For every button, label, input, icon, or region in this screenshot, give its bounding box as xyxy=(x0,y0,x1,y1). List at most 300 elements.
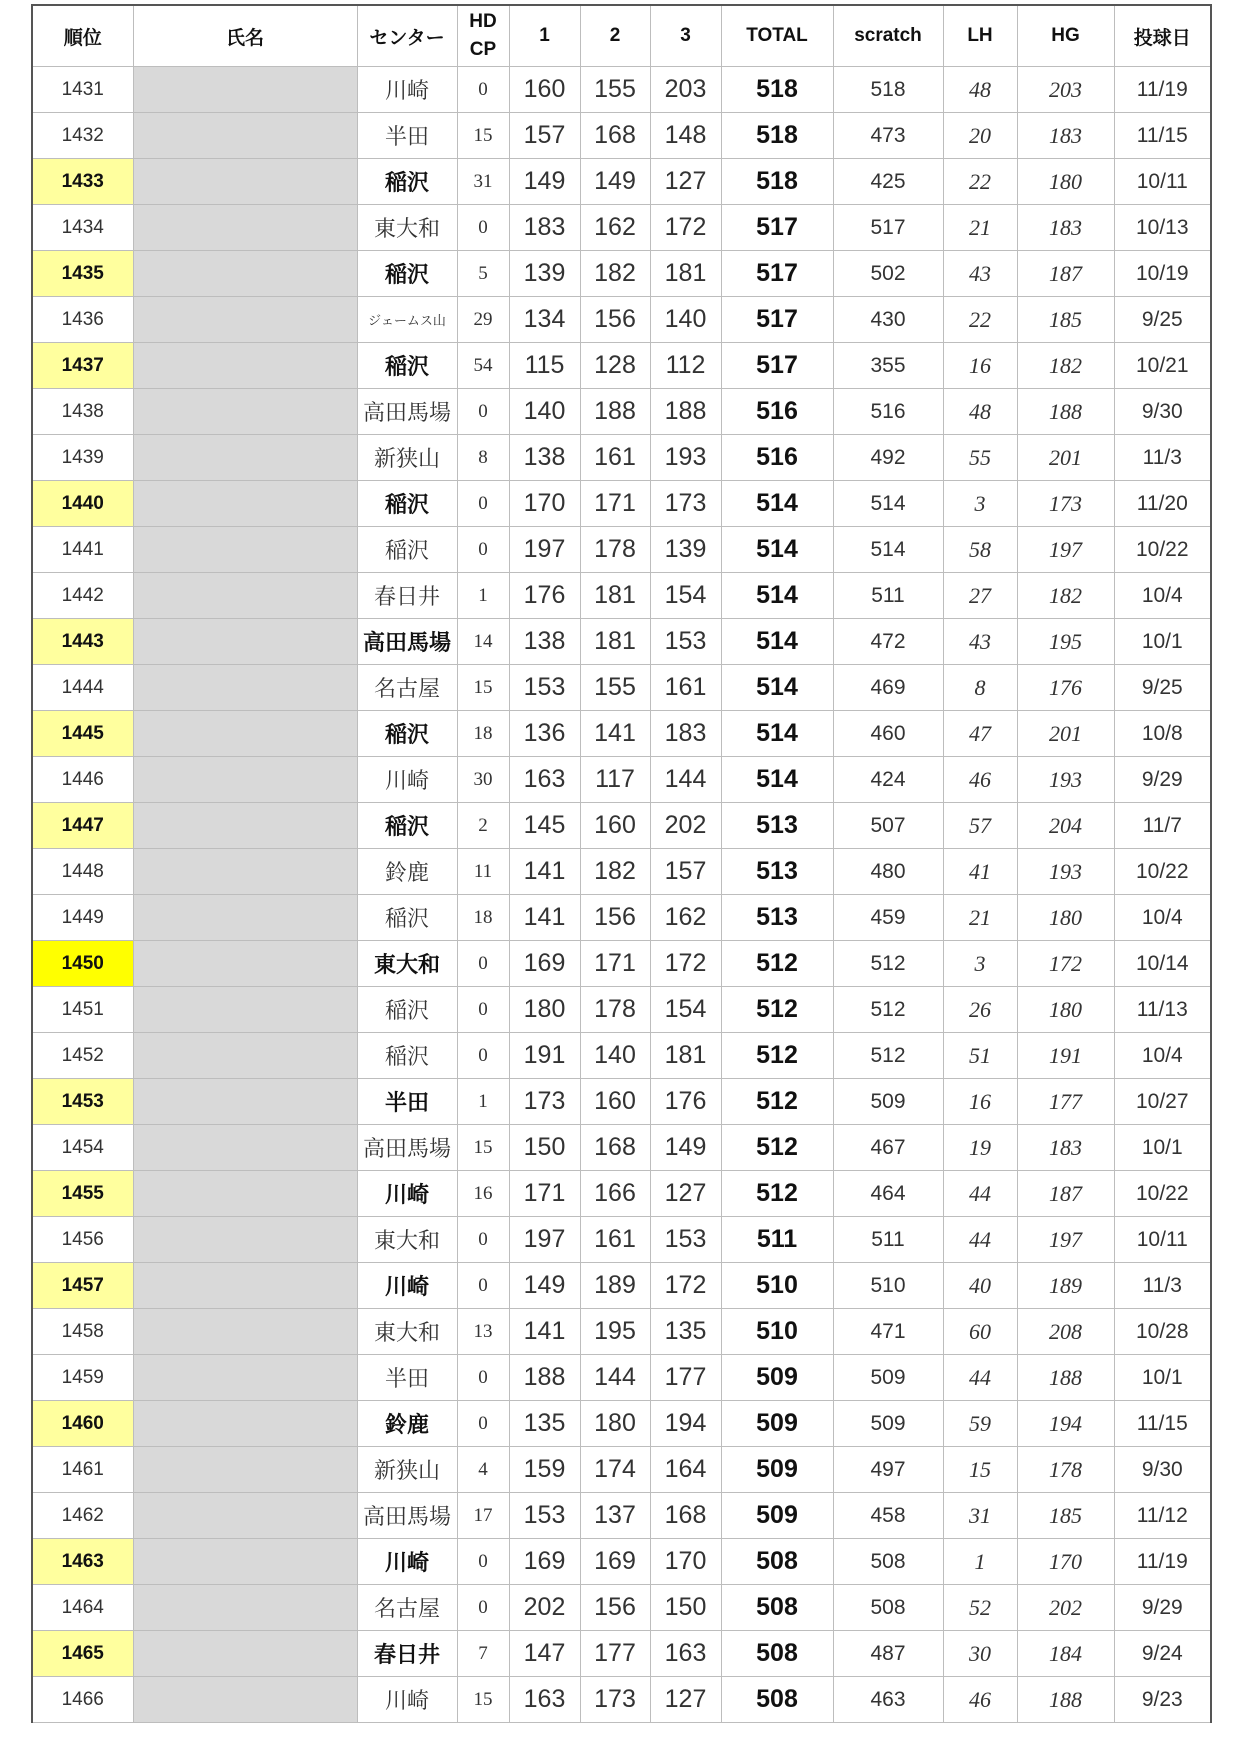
total-cell: 514 xyxy=(721,665,833,711)
date-cell: 10/4 xyxy=(1114,1033,1211,1079)
table-header xyxy=(32,5,1211,67)
game-1-cell: 138 xyxy=(509,619,580,665)
game-3-cell: 162 xyxy=(650,895,721,941)
hg-cell: 177 xyxy=(1017,1079,1114,1125)
total-cell: 509 xyxy=(721,1447,833,1493)
scratch-cell: 463 xyxy=(833,1677,943,1723)
lh-cell: 20 xyxy=(943,113,1017,159)
center-cell: 東大和 xyxy=(357,1217,457,1263)
table-row xyxy=(32,1309,1211,1355)
rank-cell: 1441 xyxy=(32,527,133,573)
center-cell: 名古屋 xyxy=(357,1585,457,1631)
game-2-cell: 162 xyxy=(580,205,650,251)
rank-cell: 1454 xyxy=(32,1125,133,1171)
rank-cell: 1449 xyxy=(32,895,133,941)
table-row xyxy=(32,389,1211,435)
date-cell: 9/29 xyxy=(1114,757,1211,803)
hdcp-cell: 29 xyxy=(457,297,509,343)
date-cell: 10/4 xyxy=(1114,895,1211,941)
table-row xyxy=(32,1631,1211,1677)
rank-cell: 1451 xyxy=(32,987,133,1033)
rank-cell: 1463 xyxy=(32,1539,133,1585)
scratch-cell: 508 xyxy=(833,1585,943,1631)
total-cell: 517 xyxy=(721,297,833,343)
hdcp-cell: 0 xyxy=(457,1355,509,1401)
game-1-cell: 176 xyxy=(509,573,580,619)
game-1-cell: 145 xyxy=(509,803,580,849)
lh-cell: 21 xyxy=(943,895,1017,941)
table-row xyxy=(32,1033,1211,1079)
game-1-cell: 139 xyxy=(509,251,580,297)
game-1-cell: 163 xyxy=(509,1677,580,1723)
game-3-cell: 161 xyxy=(650,665,721,711)
hdcp-cell: 11 xyxy=(457,849,509,895)
game-3-cell: 181 xyxy=(650,251,721,297)
game-2-cell: 156 xyxy=(580,1585,650,1631)
game-2-cell: 128 xyxy=(580,343,650,389)
hg-cell: 195 xyxy=(1017,619,1114,665)
rank-cell: 1442 xyxy=(32,573,133,619)
hdcp-cell: 0 xyxy=(457,987,509,1033)
game-3-cell: 144 xyxy=(650,757,721,803)
center-cell: 鈴鹿 xyxy=(357,849,457,895)
rank-cell: 1461 xyxy=(32,1447,133,1493)
game-2-cell: 178 xyxy=(580,527,650,573)
game-3-cell: 153 xyxy=(650,1217,721,1263)
table-row xyxy=(32,435,1211,481)
hdcp-cell: 0 xyxy=(457,1539,509,1585)
game-1-cell: 191 xyxy=(509,1033,580,1079)
lh-cell: 22 xyxy=(943,297,1017,343)
center-cell: 高田馬場 xyxy=(357,1125,457,1171)
date-cell: 11/19 xyxy=(1114,1539,1211,1585)
game-3-cell: 153 xyxy=(650,619,721,665)
scratch-cell: 425 xyxy=(833,159,943,205)
name-cell xyxy=(133,987,357,1033)
name-cell xyxy=(133,1355,357,1401)
game-1-cell: 149 xyxy=(509,1263,580,1309)
game-3-cell: 127 xyxy=(650,1171,721,1217)
game-3-cell: 170 xyxy=(650,1539,721,1585)
total-cell: 514 xyxy=(721,573,833,619)
header-game-2: 2 xyxy=(580,5,650,67)
hg-cell: 191 xyxy=(1017,1033,1114,1079)
game-2-cell: 166 xyxy=(580,1171,650,1217)
table-row xyxy=(32,1447,1211,1493)
header-scratch: scratch xyxy=(833,5,943,67)
date-cell: 10/19 xyxy=(1114,251,1211,297)
game-1-cell: 141 xyxy=(509,1309,580,1355)
game-1-cell: 140 xyxy=(509,389,580,435)
scratch-cell: 509 xyxy=(833,1079,943,1125)
name-cell xyxy=(133,205,357,251)
game-2-cell: 188 xyxy=(580,389,650,435)
table-row xyxy=(32,1355,1211,1401)
hg-cell: 189 xyxy=(1017,1263,1114,1309)
game-2-cell: 137 xyxy=(580,1493,650,1539)
table-row xyxy=(32,67,1211,113)
game-1-cell: 183 xyxy=(509,205,580,251)
scratch-cell: 511 xyxy=(833,1217,943,1263)
scratch-cell: 510 xyxy=(833,1263,943,1309)
total-cell: 509 xyxy=(721,1355,833,1401)
scratch-cell: 467 xyxy=(833,1125,943,1171)
center-cell: 川崎 xyxy=(357,757,457,803)
hg-cell: 203 xyxy=(1017,67,1114,113)
rank-cell: 1446 xyxy=(32,757,133,803)
hg-cell: 188 xyxy=(1017,389,1114,435)
name-cell xyxy=(133,1217,357,1263)
game-1-cell: 169 xyxy=(509,941,580,987)
scratch-cell: 509 xyxy=(833,1401,943,1447)
total-cell: 514 xyxy=(721,711,833,757)
game-3-cell: 193 xyxy=(650,435,721,481)
rank-cell: 1452 xyxy=(32,1033,133,1079)
game-2-cell: 173 xyxy=(580,1677,650,1723)
lh-cell: 44 xyxy=(943,1355,1017,1401)
table-row xyxy=(32,251,1211,297)
rank-cell: 1458 xyxy=(32,1309,133,1355)
name-cell xyxy=(133,1079,357,1125)
scratch-cell: 480 xyxy=(833,849,943,895)
center-cell: 新狭山 xyxy=(357,435,457,481)
hg-cell: 176 xyxy=(1017,665,1114,711)
table-row xyxy=(32,757,1211,803)
hdcp-cell: 30 xyxy=(457,757,509,803)
hdcp-cell: 0 xyxy=(457,1263,509,1309)
rank-cell: 1455 xyxy=(32,1171,133,1217)
hdcp-cell: 0 xyxy=(457,1401,509,1447)
hdcp-cell: 15 xyxy=(457,1125,509,1171)
game-3-cell: 181 xyxy=(650,1033,721,1079)
rank-cell: 1450 xyxy=(32,941,133,987)
scratch-cell: 507 xyxy=(833,803,943,849)
game-3-cell: 194 xyxy=(650,1401,721,1447)
name-cell xyxy=(133,297,357,343)
center-cell: 春日井 xyxy=(357,1631,457,1677)
table-row xyxy=(32,1585,1211,1631)
scratch-cell: 518 xyxy=(833,67,943,113)
total-cell: 517 xyxy=(721,251,833,297)
table-row xyxy=(32,297,1211,343)
hg-cell: 208 xyxy=(1017,1309,1114,1355)
date-cell: 9/30 xyxy=(1114,1447,1211,1493)
lh-cell: 16 xyxy=(943,343,1017,389)
lh-cell: 58 xyxy=(943,527,1017,573)
table-row xyxy=(32,1401,1211,1447)
center-cell: 川崎 xyxy=(357,67,457,113)
game-2-cell: 140 xyxy=(580,1033,650,1079)
ranking-table xyxy=(31,4,1212,1723)
lh-cell: 48 xyxy=(943,67,1017,113)
rank-cell: 1444 xyxy=(32,665,133,711)
total-cell: 510 xyxy=(721,1309,833,1355)
scratch-cell: 514 xyxy=(833,481,943,527)
date-cell: 10/4 xyxy=(1114,573,1211,619)
hdcp-cell: 0 xyxy=(457,389,509,435)
table-row xyxy=(32,803,1211,849)
game-2-cell: 178 xyxy=(580,987,650,1033)
game-2-cell: 181 xyxy=(580,619,650,665)
rank-cell: 1435 xyxy=(32,251,133,297)
scratch-cell: 508 xyxy=(833,1539,943,1585)
game-1-cell: 136 xyxy=(509,711,580,757)
scratch-cell: 487 xyxy=(833,1631,943,1677)
hg-cell: 180 xyxy=(1017,895,1114,941)
lh-cell: 59 xyxy=(943,1401,1017,1447)
total-cell: 513 xyxy=(721,803,833,849)
scratch-cell: 472 xyxy=(833,619,943,665)
hdcp-cell: 0 xyxy=(457,67,509,113)
name-cell xyxy=(133,159,357,205)
rank-cell: 1439 xyxy=(32,435,133,481)
game-1-cell: 141 xyxy=(509,849,580,895)
rank-cell: 1459 xyxy=(32,1355,133,1401)
lh-cell: 51 xyxy=(943,1033,1017,1079)
name-cell xyxy=(133,849,357,895)
name-cell xyxy=(133,1447,357,1493)
game-3-cell: 163 xyxy=(650,1631,721,1677)
game-3-cell: 176 xyxy=(650,1079,721,1125)
scratch-cell: 512 xyxy=(833,1033,943,1079)
rank-cell: 1436 xyxy=(32,297,133,343)
scratch-cell: 458 xyxy=(833,1493,943,1539)
lh-cell: 41 xyxy=(943,849,1017,895)
table-row xyxy=(32,527,1211,573)
name-cell xyxy=(133,711,357,757)
total-cell: 508 xyxy=(721,1677,833,1723)
hdcp-cell: 13 xyxy=(457,1309,509,1355)
game-2-cell: 160 xyxy=(580,803,650,849)
date-cell: 10/1 xyxy=(1114,1125,1211,1171)
hg-cell: 180 xyxy=(1017,159,1114,205)
center-cell: 高田馬場 xyxy=(357,389,457,435)
hg-cell: 202 xyxy=(1017,1585,1114,1631)
date-cell: 10/11 xyxy=(1114,1217,1211,1263)
date-cell: 11/7 xyxy=(1114,803,1211,849)
name-cell xyxy=(133,527,357,573)
total-cell: 518 xyxy=(721,67,833,113)
center-cell: 川崎 xyxy=(357,1263,457,1309)
game-1-cell: 141 xyxy=(509,895,580,941)
total-cell: 509 xyxy=(721,1493,833,1539)
center-cell: 稲沢 xyxy=(357,803,457,849)
name-cell xyxy=(133,1539,357,1585)
game-1-cell: 197 xyxy=(509,527,580,573)
lh-cell: 3 xyxy=(943,481,1017,527)
table-row xyxy=(32,711,1211,757)
scratch-cell: 473 xyxy=(833,113,943,159)
center-cell: 東大和 xyxy=(357,205,457,251)
name-cell xyxy=(133,1401,357,1447)
table-row xyxy=(32,205,1211,251)
scratch-cell: 464 xyxy=(833,1171,943,1217)
game-2-cell: 156 xyxy=(580,297,650,343)
name-cell xyxy=(133,1033,357,1079)
total-cell: 508 xyxy=(721,1585,833,1631)
center-cell: ジェームス山 xyxy=(357,297,457,343)
rank-cell: 1445 xyxy=(32,711,133,757)
date-cell: 10/14 xyxy=(1114,941,1211,987)
center-cell: 名古屋 xyxy=(357,665,457,711)
hg-cell: 201 xyxy=(1017,711,1114,757)
scratch-cell: 497 xyxy=(833,1447,943,1493)
game-2-cell: 171 xyxy=(580,941,650,987)
hg-cell: 193 xyxy=(1017,849,1114,895)
game-1-cell: 188 xyxy=(509,1355,580,1401)
game-3-cell: 172 xyxy=(650,941,721,987)
name-cell xyxy=(133,1493,357,1539)
hdcp-cell: 5 xyxy=(457,251,509,297)
scratch-cell: 517 xyxy=(833,205,943,251)
table-row xyxy=(32,895,1211,941)
date-cell: 10/11 xyxy=(1114,159,1211,205)
game-3-cell: 183 xyxy=(650,711,721,757)
hg-cell: 187 xyxy=(1017,1171,1114,1217)
scratch-cell: 459 xyxy=(833,895,943,941)
header-date: 投球日 xyxy=(1114,5,1211,67)
game-1-cell: 173 xyxy=(509,1079,580,1125)
header-center: センター xyxy=(357,5,457,67)
total-cell: 512 xyxy=(721,1171,833,1217)
header-hdcp-line1: HD xyxy=(469,11,497,32)
game-2-cell: 177 xyxy=(580,1631,650,1677)
date-cell: 11/12 xyxy=(1114,1493,1211,1539)
lh-cell: 22 xyxy=(943,159,1017,205)
game-3-cell: 140 xyxy=(650,297,721,343)
lh-cell: 52 xyxy=(943,1585,1017,1631)
game-3-cell: 168 xyxy=(650,1493,721,1539)
header-hdcp-line2: CP xyxy=(469,39,497,60)
total-cell: 518 xyxy=(721,159,833,205)
table-row xyxy=(32,849,1211,895)
table-row xyxy=(32,1677,1211,1723)
rank-cell: 1431 xyxy=(32,67,133,113)
game-2-cell: 180 xyxy=(580,1401,650,1447)
lh-cell: 47 xyxy=(943,711,1017,757)
hdcp-cell: 2 xyxy=(457,803,509,849)
table-row xyxy=(32,665,1211,711)
total-cell: 514 xyxy=(721,757,833,803)
hdcp-cell: 0 xyxy=(457,1585,509,1631)
hg-cell: 201 xyxy=(1017,435,1114,481)
rank-cell: 1443 xyxy=(32,619,133,665)
name-cell xyxy=(133,1263,357,1309)
total-cell: 508 xyxy=(721,1539,833,1585)
scratch-cell: 512 xyxy=(833,987,943,1033)
rank-cell: 1440 xyxy=(32,481,133,527)
game-1-cell: 160 xyxy=(509,67,580,113)
header-row xyxy=(32,5,1211,67)
game-2-cell: 168 xyxy=(580,113,650,159)
lh-cell: 16 xyxy=(943,1079,1017,1125)
lh-cell: 48 xyxy=(943,389,1017,435)
date-cell: 9/23 xyxy=(1114,1677,1211,1723)
header-name: 氏名 xyxy=(133,5,357,67)
name-cell xyxy=(133,941,357,987)
game-3-cell: 135 xyxy=(650,1309,721,1355)
center-cell: 春日井 xyxy=(357,573,457,619)
table-row xyxy=(32,987,1211,1033)
hdcp-cell: 0 xyxy=(457,1217,509,1263)
total-cell: 516 xyxy=(721,435,833,481)
center-cell: 稲沢 xyxy=(357,251,457,297)
hg-cell: 185 xyxy=(1017,1493,1114,1539)
hg-cell: 182 xyxy=(1017,573,1114,619)
table-row xyxy=(32,343,1211,389)
name-cell xyxy=(133,481,357,527)
game-1-cell: 157 xyxy=(509,113,580,159)
game-2-cell: 174 xyxy=(580,1447,650,1493)
date-cell: 9/29 xyxy=(1114,1585,1211,1631)
game-1-cell: 138 xyxy=(509,435,580,481)
total-cell: 509 xyxy=(721,1401,833,1447)
lh-cell: 21 xyxy=(943,205,1017,251)
hg-cell: 178 xyxy=(1017,1447,1114,1493)
name-cell xyxy=(133,435,357,481)
game-2-cell: 161 xyxy=(580,435,650,481)
game-2-cell: 149 xyxy=(580,159,650,205)
game-3-cell: 202 xyxy=(650,803,721,849)
name-cell xyxy=(133,573,357,619)
total-cell: 513 xyxy=(721,849,833,895)
rank-cell: 1434 xyxy=(32,205,133,251)
game-1-cell: 159 xyxy=(509,1447,580,1493)
header-total: TOTAL xyxy=(721,5,833,67)
center-cell: 稲沢 xyxy=(357,343,457,389)
center-cell: 半田 xyxy=(357,1079,457,1125)
scratch-cell: 460 xyxy=(833,711,943,757)
hg-cell: 204 xyxy=(1017,803,1114,849)
header-game-1: 1 xyxy=(509,5,580,67)
hg-cell: 188 xyxy=(1017,1677,1114,1723)
name-cell xyxy=(133,389,357,435)
total-cell: 514 xyxy=(721,527,833,573)
hdcp-cell: 18 xyxy=(457,711,509,757)
game-3-cell: 127 xyxy=(650,1677,721,1723)
name-cell xyxy=(133,251,357,297)
date-cell: 11/20 xyxy=(1114,481,1211,527)
hg-cell: 193 xyxy=(1017,757,1114,803)
rank-cell: 1457 xyxy=(32,1263,133,1309)
game-1-cell: 169 xyxy=(509,1539,580,1585)
lh-cell: 60 xyxy=(943,1309,1017,1355)
center-cell: 川崎 xyxy=(357,1677,457,1723)
date-cell: 10/27 xyxy=(1114,1079,1211,1125)
hg-cell: 188 xyxy=(1017,1355,1114,1401)
game-3-cell: 173 xyxy=(650,481,721,527)
game-1-cell: 135 xyxy=(509,1401,580,1447)
name-cell xyxy=(133,343,357,389)
game-1-cell: 153 xyxy=(509,1493,580,1539)
hdcp-cell: 0 xyxy=(457,205,509,251)
scratch-cell: 469 xyxy=(833,665,943,711)
name-cell xyxy=(133,1309,357,1355)
date-cell: 10/28 xyxy=(1114,1309,1211,1355)
header-lh: LH xyxy=(943,5,1017,67)
game-3-cell: 149 xyxy=(650,1125,721,1171)
lh-cell: 43 xyxy=(943,251,1017,297)
scratch-cell: 512 xyxy=(833,941,943,987)
lh-cell: 44 xyxy=(943,1217,1017,1263)
game-2-cell: 195 xyxy=(580,1309,650,1355)
game-3-cell: 203 xyxy=(650,67,721,113)
hg-cell: 183 xyxy=(1017,113,1114,159)
hdcp-cell: 0 xyxy=(457,481,509,527)
game-1-cell: 163 xyxy=(509,757,580,803)
hdcp-cell: 14 xyxy=(457,619,509,665)
game-3-cell: 177 xyxy=(650,1355,721,1401)
